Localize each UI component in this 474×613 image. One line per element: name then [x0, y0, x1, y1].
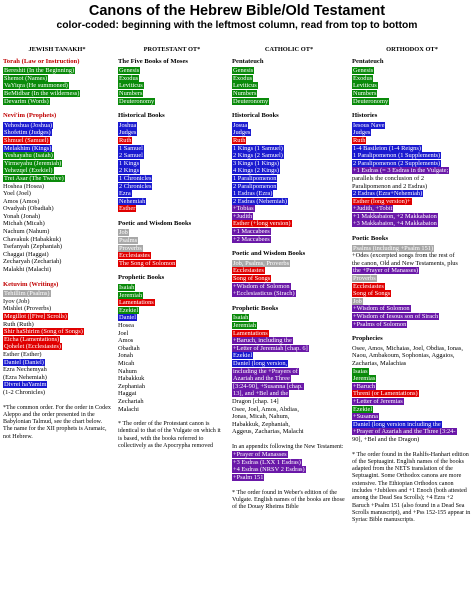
book-item: Amos (Amos)	[3, 197, 40, 205]
book-item: 2 Paralipomenon (2 Supplements)	[353, 159, 441, 167]
book-item: the canon, Old and New Testaments, plus	[352, 259, 458, 267]
book-item: 4 Kings (2 Kings)	[233, 167, 279, 175]
section-title: Histories	[352, 112, 378, 120]
book-item: Ruth	[233, 136, 246, 144]
book-item: Ovadyah (Obadiah)	[3, 205, 54, 213]
footnote: * The order found in the Rahlfs-Hanhart edition of the Septuagint. English names of the books adapted from the NETS translation of the Septuagint. Some Orthodox canons are more extensive. The Ethiopian Orthodox canon includes +Jubilees and +1 Enoch (both attested among the Dead Sea Scrolls); +4 Ezra +2 Baruch +Psalm 151 (also found in a Dead Sea Scrolls manuscript), and +Pss 152-155 appear in Syriac Bible manuscripts.	[352, 451, 471, 524]
book-item: Naou, Ambakoum, Sophonias, Aggaios,	[352, 352, 455, 360]
book-item: 1 Kings (1 Samuel)	[233, 144, 283, 152]
book-item: (Ezra Nehemiah)	[3, 373, 47, 381]
section-title: Poetic and Wisdom Books	[232, 250, 306, 258]
book-item: +Wisdom of Iesous son of Sirach	[353, 313, 439, 320]
book-item: Mishlei (Proverbs)	[3, 305, 52, 313]
book-item: +Judith, +Tobit	[353, 205, 393, 213]
book-item: +Prayer of Manasses	[233, 451, 287, 459]
book-item: +2 Maccabees	[233, 235, 270, 243]
section-title: The Five Books of Moses	[118, 57, 188, 65]
book-item: Isaiah	[119, 284, 135, 292]
book-item: Deuteronomy	[119, 97, 155, 105]
book-item: +Odes (excerpted songs from the rest of	[352, 252, 455, 260]
book-item: Malakhi (Malachi)	[3, 266, 52, 274]
book-item: 1 Paralipomenon	[233, 174, 277, 182]
book-item: +Baruch, including the	[233, 337, 292, 345]
book-item: Daniel (Daniel)	[4, 358, 44, 366]
book-item: Job, Psalms, Proverbs	[233, 259, 290, 267]
book-item: Dragon [chap. 14]	[232, 397, 279, 405]
book-item: Ezra Nechemyah	[3, 366, 47, 374]
book-item: +1 Esdras (= 3 Esdras in the Vulgate;	[353, 167, 449, 175]
book-item: 2 Samuel	[119, 152, 143, 160]
book-item: Daniel (long version,	[233, 359, 288, 367]
book-item: Haggai	[118, 390, 137, 398]
book-item: [3:24-90], +Susanna [chap.	[233, 382, 303, 390]
book-item: Yonah (Jonah)	[3, 212, 41, 220]
book-item: 90], +Bel and the Dragon)	[352, 435, 420, 443]
book-item: Judges	[119, 129, 137, 137]
book-item: Hosea	[118, 322, 134, 329]
column-header: ORTHODOX OT*	[386, 46, 438, 53]
page-title: Canons of the Hebrew Bible/Old Testament	[88, 3, 386, 19]
book-item: Proverbs	[353, 275, 376, 283]
book-item: Esther	[119, 205, 136, 213]
book-item: +Ecclesiasticus (Sirach)	[233, 290, 295, 298]
book-item: +Wisdom of Solomon	[233, 282, 290, 290]
book-item: Hoshea (Hosea)	[3, 182, 44, 190]
column-jewish	[3, 46, 111, 441]
book-item: 2 Kings (2 Samuel)	[233, 152, 283, 160]
book-item: Lamentations	[233, 329, 268, 337]
section-title: Ketuvim (Writings)	[3, 280, 59, 288]
book-item: Zacharias, Malachias	[352, 359, 407, 367]
book-item: Song of Songs	[353, 290, 391, 298]
book-item: Bereshit (In the Beginning)	[4, 67, 75, 75]
book-item: Nahum	[118, 367, 137, 375]
book-item: Yehezqel (Ezekiel)	[4, 167, 53, 175]
book-item: 1 Samuel	[119, 144, 143, 152]
book-item: Jonah	[118, 352, 133, 360]
book-item: Shofetim (Judges)	[4, 129, 51, 137]
book-item: 1-4 Basileion (1-4 Reigns)	[353, 144, 421, 152]
book-item: Jeremiah	[119, 291, 143, 299]
book-item: Osee, Amos, Michaias, Joel, Obdias, Ionas,	[352, 344, 463, 352]
section-title: Poetic and Wisdom Books	[118, 219, 192, 227]
book-item: Nehemiah	[119, 197, 146, 205]
book-item: Deuteronomy	[233, 97, 269, 105]
book-item: Josua	[233, 121, 248, 129]
book-item: 1 Chronicles	[119, 174, 152, 182]
book-item: Ruth	[119, 136, 132, 144]
book-item: Megillot ([Five] Scrolls)	[4, 313, 67, 320]
section-title: Historical Books	[232, 112, 279, 120]
section-title: Prophecies	[352, 335, 383, 343]
section-title: Torah (Law or Instruction)	[3, 57, 80, 65]
book-item: Michah (Micah)	[3, 220, 45, 228]
book-item: Deuteronomy	[353, 97, 389, 105]
book-item: Chaggai (Haggai)	[3, 250, 49, 258]
book-item: Numbers	[233, 89, 257, 97]
book-item: Yoel (Joel)	[3, 190, 31, 198]
book-item: Exodus	[233, 74, 253, 82]
book-item: +Tobias	[233, 205, 254, 213]
book-item: Zephaniah	[118, 382, 145, 390]
footnote: * The order of the Protestant canon is identical to that of the Vulgate on which it is based, with the books referred to collectively as the Apocrypha removed	[118, 421, 221, 450]
appendix-note: In an appendix following the New Testament:	[232, 443, 344, 450]
book-item: 2 Paralipomenon	[233, 182, 277, 190]
book-item: Melakhim (Kings)	[4, 144, 52, 152]
footnote: * The order found in Weber's edition of the Vulgate. English names of the books are those of the Douay Rheims Bible	[232, 489, 345, 511]
book-item: BeMidbar (In the wilderness)	[4, 89, 80, 97]
book-item: +4 Esdras (NRSV 2 Esdras)	[233, 466, 305, 474]
column-header: CATHOLIC OT*	[264, 46, 314, 53]
section-title: Prophetic Books	[118, 274, 165, 282]
columns	[0, 46, 474, 611]
book-item: Malachi	[118, 405, 139, 413]
book-item: Chavakuk (Habakkuk)	[3, 235, 62, 243]
book-item: Trei Asar (The Twelve)	[4, 174, 64, 182]
book-item: Ezekiel	[119, 306, 139, 314]
book-item: Job	[353, 297, 362, 305]
book-item: Zecharyah (Zechariah)	[3, 258, 62, 266]
book-item: 2 Esdras (Nehemiah)	[233, 197, 287, 205]
book-item: +1 Makkabaion, +2 Makkabaion	[353, 212, 437, 220]
book-item: 1 Kings	[119, 159, 140, 167]
book-item: Ecclesiastes	[353, 282, 384, 290]
book-item: Jeremiah	[233, 322, 257, 329]
book-item: Shmuel (Samuel)	[4, 136, 49, 144]
book-item: 1 Esdras (Ezra)	[233, 190, 273, 198]
column-catholic	[232, 46, 346, 511]
book-item: Esther (+long version)	[233, 220, 291, 228]
book-item: Numbers	[353, 89, 377, 97]
book-item: Esther (Esther)	[3, 350, 42, 358]
book-item: Obadiah	[118, 344, 140, 352]
book-item: Yirmeyahu (Jeremiah)	[4, 159, 62, 167]
book-item: Joel	[118, 329, 129, 337]
book-item: Iyov (Job)	[3, 297, 30, 305]
book-item: +1 Maccabees	[233, 228, 270, 236]
book-item: +3 Makkabaion, +4 Makkabaion	[353, 220, 437, 228]
book-item: Leviticus	[353, 82, 377, 90]
column-protestant	[118, 46, 226, 450]
book-item: Habakkuk, Zephaniah,	[232, 420, 291, 428]
book-item: Habakkuk	[118, 375, 145, 383]
book-item: Ezekiel	[233, 352, 253, 360]
book-item: Yeshayahu (Isaiah)	[4, 152, 53, 160]
section-title: Pentateuch	[232, 57, 264, 65]
book-item: the +Prayer of Manasses)	[353, 267, 419, 275]
footnote: *The common order. For the order in Codex Aleppo and the order presented in the Babylonian Talmud, see the chart below. The name for the XII prophets is Aramaic, not Hebrew.	[3, 404, 111, 440]
book-item: Eicha (Lamentations)	[4, 335, 60, 343]
section-title: Pentateuch	[352, 57, 384, 65]
book-item: Iesous Nave	[353, 121, 385, 129]
book-item: +Psalm 151	[233, 473, 264, 481]
book-item: Exodus	[119, 74, 139, 82]
book-item: Psalms (including +Psalm 151)	[353, 244, 434, 252]
book-item: +Letter of Jeremias	[353, 397, 403, 405]
book-item: Threni (or Lamentations)	[353, 390, 418, 398]
book-item: Leviticus	[119, 82, 143, 90]
book-item: Ezekiel	[353, 405, 373, 413]
book-item: Proverbs	[119, 244, 142, 252]
book-item: Shir haShirim (Song of Songs)	[4, 328, 83, 336]
book-item: +Letter of Jeremiah [chap. 6]	[233, 344, 308, 352]
book-item: Ruth	[353, 136, 366, 144]
book-item: 2 Chronicles	[119, 182, 152, 190]
book-item: Paralipomenon and 2 Esdras)	[352, 182, 428, 190]
page-subtitle: color-coded: beginning with the leftmost column, read from top to bottom	[56, 20, 418, 31]
book-item: 2 Esdras (Ezra+Nehemiah)	[353, 190, 423, 198]
book-item: (1-2 Chronicles)	[3, 388, 46, 396]
book-item: Judges	[233, 129, 251, 137]
book-item: Aggeus, Zacharias, Malachi	[232, 428, 304, 436]
book-item: Tehillim (Psalms)	[4, 290, 50, 298]
book-item: Amos	[118, 337, 134, 345]
book-item: Ruth (Ruth)	[3, 320, 34, 328]
book-item: Ecclesiastes	[119, 252, 150, 260]
book-item: +Baruch	[353, 382, 376, 390]
book-item: The Song of Solomon	[119, 259, 176, 267]
book-item: Genesis	[233, 67, 254, 75]
book-item: Nachum (Nahum)	[3, 228, 50, 236]
book-item: Job	[119, 229, 128, 237]
book-item: Jonas, Micah, Nahum,	[232, 413, 290, 421]
book-item: Isaias	[353, 367, 368, 375]
book-item: Qohelet (Ecclesiastes)	[4, 343, 61, 351]
book-item: +Judith	[233, 212, 253, 220]
book-item: Devarim (Words)	[4, 97, 49, 105]
book-item: Shemot (Names)	[4, 74, 48, 82]
book-item: Ezra	[119, 190, 131, 198]
book-item: Jeremias	[353, 375, 376, 383]
book-item: Psalms	[119, 237, 138, 245]
book-item: Song of Songs	[233, 275, 271, 283]
book-item: parallels the conclusion of 2	[352, 174, 425, 182]
book-item: Lamentations	[119, 299, 154, 307]
book-item: Esther (long version)+	[353, 197, 411, 205]
book-item: 13], and +Bel and the	[233, 390, 289, 398]
book-item: Zechariah	[118, 397, 144, 405]
book-item: Exodus	[353, 74, 373, 82]
book-item: +Wisdom of Solomon	[353, 305, 410, 313]
book-item: +Susanna	[353, 413, 378, 421]
book-item: Azariah and the Three	[233, 375, 290, 383]
book-item: Numbers	[119, 89, 143, 97]
column-header: PROTESTANT OT*	[143, 46, 201, 53]
book-item: VaYiqra (He summoned)	[4, 82, 68, 90]
book-item: Genesis	[353, 67, 374, 75]
section-title: Nevi'im (Prophets)	[3, 112, 57, 120]
book-item: Leviticus	[233, 82, 257, 90]
section-title: Historical Books	[118, 112, 165, 120]
book-item: Micah	[118, 359, 135, 367]
book-item: Ecclesiastes	[233, 267, 264, 275]
book-item: Genesis	[119, 67, 140, 75]
column-orthodox	[352, 46, 472, 524]
book-item: Divrei haYamim	[4, 381, 47, 389]
column-header: JEWISH TANAKH*	[28, 46, 86, 53]
book-item: 2 Kings	[119, 167, 140, 175]
book-item: Yehoshua (Joshua)	[4, 121, 53, 129]
book-item: Judges	[353, 129, 371, 137]
book-item: Daniel (long version including the	[353, 420, 441, 428]
book-item: Tsefanyah (Zephaniah)	[3, 243, 62, 251]
book-item: Daniel	[119, 314, 137, 322]
book-item: Joshua	[119, 121, 137, 129]
book-item: +3 Esdras (LXX 1 Esdras)	[233, 458, 301, 466]
section-title: Poetic Books	[352, 235, 389, 243]
section-title: Prophetic Books	[232, 304, 279, 312]
book-item: +Prayer of Azariah and the Three [3:24-	[353, 428, 456, 436]
book-item: including the +Prayers of	[233, 367, 298, 375]
book-item: +Psalms of Solomon	[353, 320, 407, 328]
book-item: Isaiah	[233, 314, 249, 322]
book-item: Osee, Joel, Amos, Abdias,	[232, 405, 299, 413]
book-item: 1 Paralipomenon (1 Supplements)	[353, 152, 441, 160]
book-item: 3 Kings (1 Kings)	[233, 159, 279, 167]
